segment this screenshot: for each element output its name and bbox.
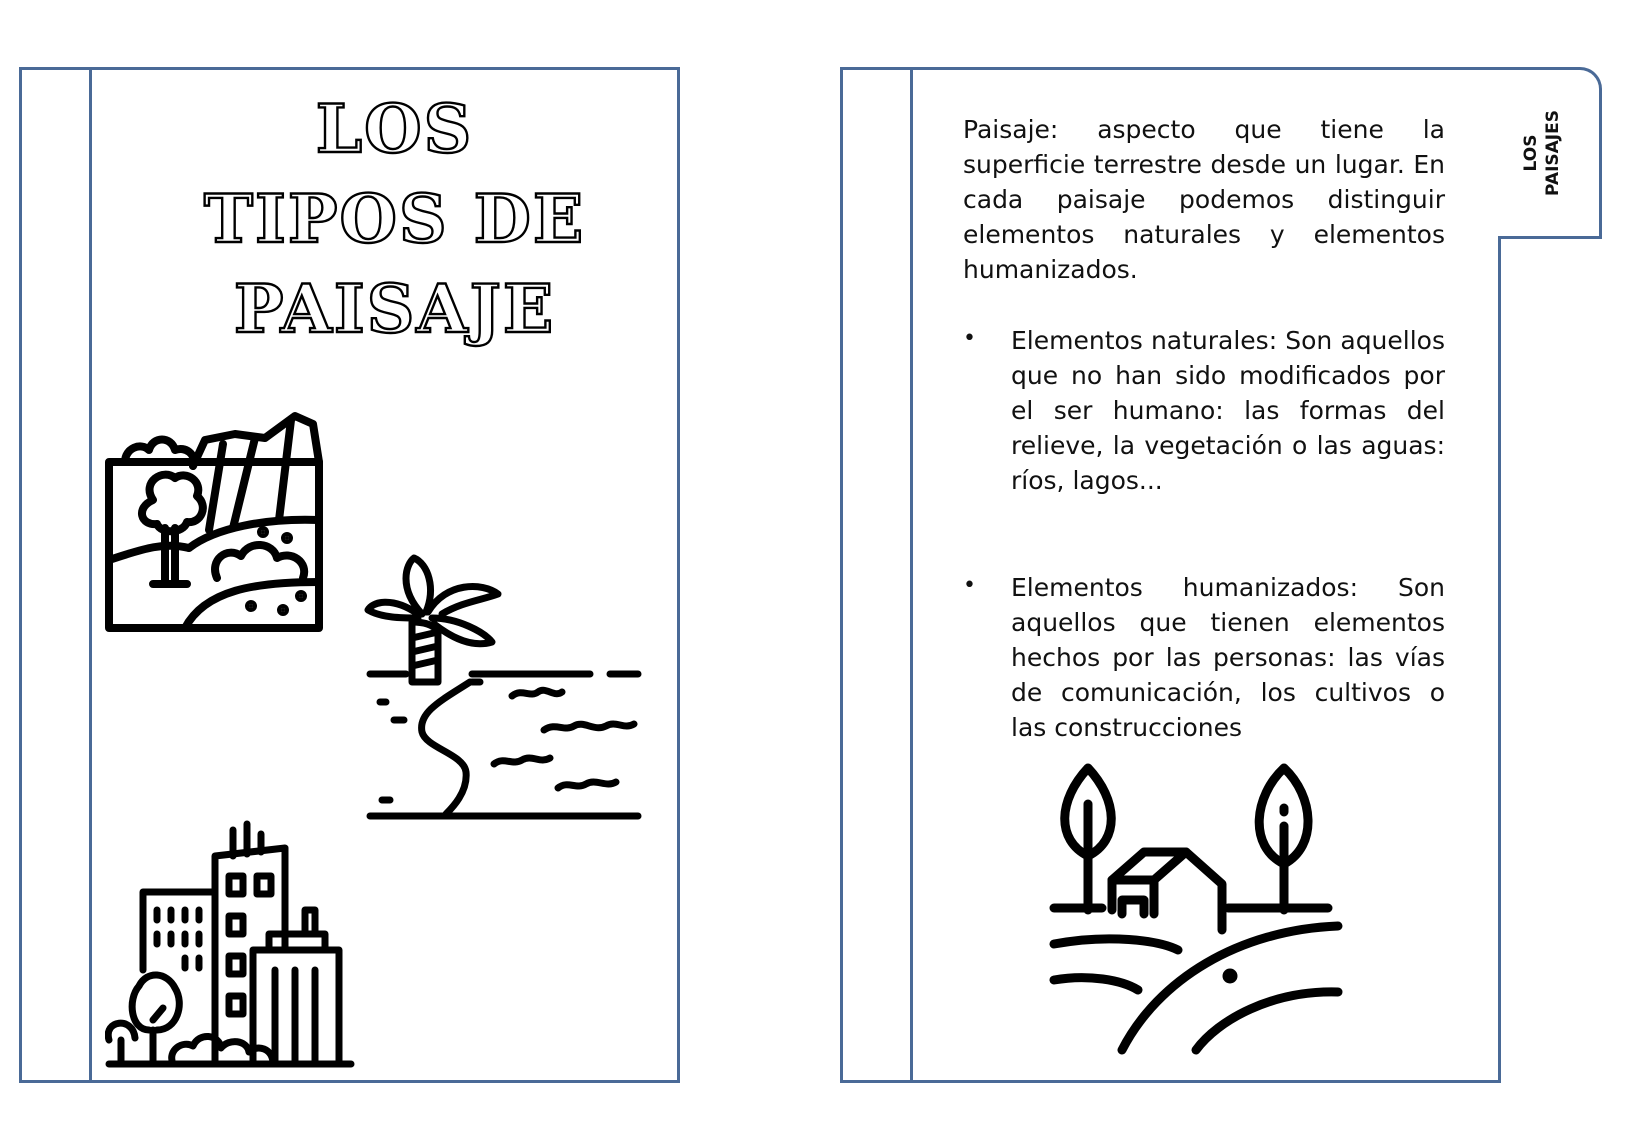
bullet-human-elements: Elementos humanizados: Son aquellos que tienen elementos hechos por las personas: las vías de comunicación, los cultivos o las construcciones — [1011, 573, 1445, 742]
section-tab[interactable] — [1498, 67, 1602, 239]
definition-paragraph: Paisaje: aspecto que tiene la superficie terrestre desde un lugar. En cada paisaje podemos distinguir elementos naturales y elementos humanizados. — [963, 115, 1445, 284]
right-page-spine — [843, 70, 913, 1080]
left-page-spine — [22, 70, 92, 1080]
beach-palm-icon — [362, 552, 652, 842]
right-page — [840, 67, 1501, 1083]
bullet-dot-2: • — [963, 573, 976, 598]
title-line-2: TIPOS DE — [203, 180, 586, 258]
tab-label: LOS PAISAJES — [1521, 110, 1563, 196]
title-line-1: LOS — [315, 90, 474, 168]
mountain-landscape-icon — [105, 410, 335, 640]
bullet-dot-1: • — [963, 326, 976, 351]
title-line-3: PAISAJE — [233, 270, 556, 348]
city-buildings-icon — [105, 820, 355, 1070]
farmhouse-fields-icon — [1048, 760, 1358, 1060]
left-page — [19, 67, 680, 1083]
bullet-natural-elements: Elementos naturales: Son aquellos que no han sido modificados por el ser humano: las formas del relieve, la vegetación o las aguas: ríos, lagos... — [1011, 326, 1445, 495]
